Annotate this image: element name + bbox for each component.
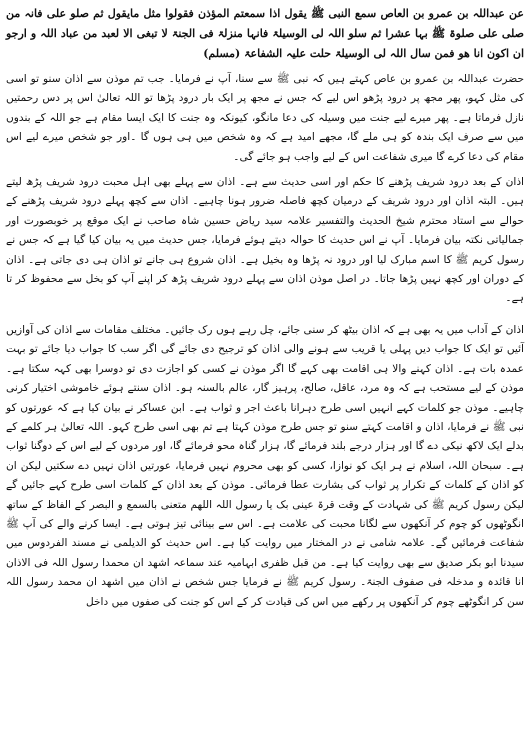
arabic-hadith: عن عبداللہ بن عمرو بن العاص سمع النبی ﷺ یقول اذا سمعتم المؤذن فقولوا مثل مایقول ثم صلو علی فانہ من صلی علی صلوۃ ﷺ بہا عشرا ثم سلو اللہ لی الوسیلۃ فانہا منزلۃ فی الجنۃ لا تبغی الا لعبد من عباد اللہ و ارجو ان اکون انا ھو فمن سال اللہ لی الوسیلۃ حلت علیہ الشفاعۃ (مسلم) [6, 7, 524, 60]
paragraph-translation: حضرت عبداللہ بن عمرو بن عاص کہتے ہیں کہ نبی ﷺ سے سنا، آپ نے فرمایا۔ جب تم موذن سے اذان سنو تو اسی کی مثل کہو، پھر مجھ پر درود پڑھو اس لیے کہ جس نے مجھ پر ایک بار درود پڑھا تو اللہ تعالیٰ اس پر دس رحمتیں نازل فرماتا ہے۔ پھر میرے لیے جنت میں وسیلہ کی دعا مانگو، کیونکہ وہ جنت کا ایک ایسا مقام ہے جو اللہ کے بندوں میں سے صرف ایک بندہ کو ہی ملے گا، مجھے امید ہے کہ وہ شخص میں ہی ہوں گا ۔اور جو شخص میرے لیے اس مقام کی دعا کرے گا میری شفاعت اس کے لیے واجب ہو جائے گی۔ [6, 73, 524, 163]
paragraph-durood: اذان کے بعد درود شریف پڑھنے کا حکم اور اسی حدیث سے ہے۔ اذان سے پہلے بھی اہل محبت درود شریف پڑھ لیتے ہیں۔ البتہ اذان اور درود شریف کے درمیان کچھ فاصلہ ضرور ہونا چاہیے۔ اذان سے کچھ پہلے درود شریف پڑھنے کے حوالے سے استاد محترم شیخ الحدیث والتفسیر علامہ سید ریاض حسین شاہ صاحب نے ایک موقع پر خوبصورت اور جمالیاتی نکتہ بیان فرمایا۔ آپ نے اس حدیث کا حوالہ دیتے ہوئے فرمایا، جس حدیث میں یہ بیان کیا گیا ہے کہ جس نے رسول کریم ﷺ کا اسم مبارک لیا اور درود نہ پڑھا وہ بخیل ہے۔ اذان شروع ہی جانے تو اذان ہی دی جاتی ہے۔ اذان کے دوران اور کچھ نہیں پڑھا جاتا۔ در اصل موذن اذان سے پہلے درود شریف پڑھ کر اپنے آپ کو بخل سے محفوظ کر تا ہے۔ [6, 176, 524, 305]
paragraph-adab: اذان کے آداب میں یہ بھی ہے کہ اذان بیٹھ کر سنی جائے، چل رہے ہوں رک جائیں۔ مختلف مقامات سے اذان کی آوازیں آئیں تو ایک کا جواب دیں پہلی یا قریب سے ہونے والی اذان کو ترجیح دی جائے گی اگر سب کا جواب دیا جائے تو بہت عمدہ بات ہے۔ اذان کہنے والا ہی اقامت بھی کہے گا اگر موذن نے کسی کو اجازت دی تو دوسرا بھی کہہ سکتا ہے۔ موذن کے لیے مستحب ہے کہ وہ مرد، عاقل، صالح، پرہیز گار، عالم بالسنہ ہو۔ اذان سنتے ہوئے خاموشی اختیار کرنی چاہیے۔ موذن جو کلمات کہے انہیں اسی طرح دہرانا باعث اجر و ثواب ہے۔ ابن عساکر نے بیان کیا ہے کہ عورتوں کو نبی ﷺ نے فرمایا، اذان و اقامت کہتے سنو تو جس طرح موذن کہتا ہے تم بھی اسی طرح کہو۔ اللہ تعالیٰ ہر کلمے کے بدلے ایک لاکھ نیکی دے گا اور ہزار درجے بلند فرمائے گا، ہزار گناہ محو فرمائے گا، اور مردوں کے لیے اس کے دوگنا ثواب ہے۔ سبحان اللہ، اسلام نے ہر ایک کو نوازا، کسی کو بھی محروم نہیں فرمایا، عورتیں اذان نہیں دے سکتیں لیکن ان کو اذان کے کلمات کے تکرار پر ثواب کی بشارت عطا فرمائی۔ موذن کے بعد اذان کے کلمات اسی طرح کہے جائیں گے لیکن رسول کریم ﷺ کی شہادت کے وقت قرۃ عینی بک یا رسول اللہ اللھم متعنی بالسمع و البصر کے الفاظ کے ساتھ انگوٹھوں کو چوم کر آنکھوں سے لگانا محبت کی علامت ہے۔ اس سے بینائی تیز ہوتی ہے۔ ایسا کرنے والے کی آپ ﷺ شفاعت فرمائیں گے۔ علامہ شامی نے در المختار میں روایت کیا ہے۔ اس حدیث کو الدیلمی نے مسند الفردوس میں سیدنا ابو بکر صدیق سے بھی روایت کیا ہے۔ من قبل ظفری ابہامیہ عند سماعہ اشھد ان محمدا رسول اللہ فی الاذان انا قائدہ و مدخلہ فی صفوف الجنۃ۔ رسول کریم ﷺ نے فرمایا جس شخص نے اذان میں اشھد ان محمد رسول اللہ سن کر انگوٹھے چوم کر آنکھوں پر رکھے میں اس کی قیادت کر کے اس کو جنت کی صفوں میں داخل [6, 323, 524, 608]
